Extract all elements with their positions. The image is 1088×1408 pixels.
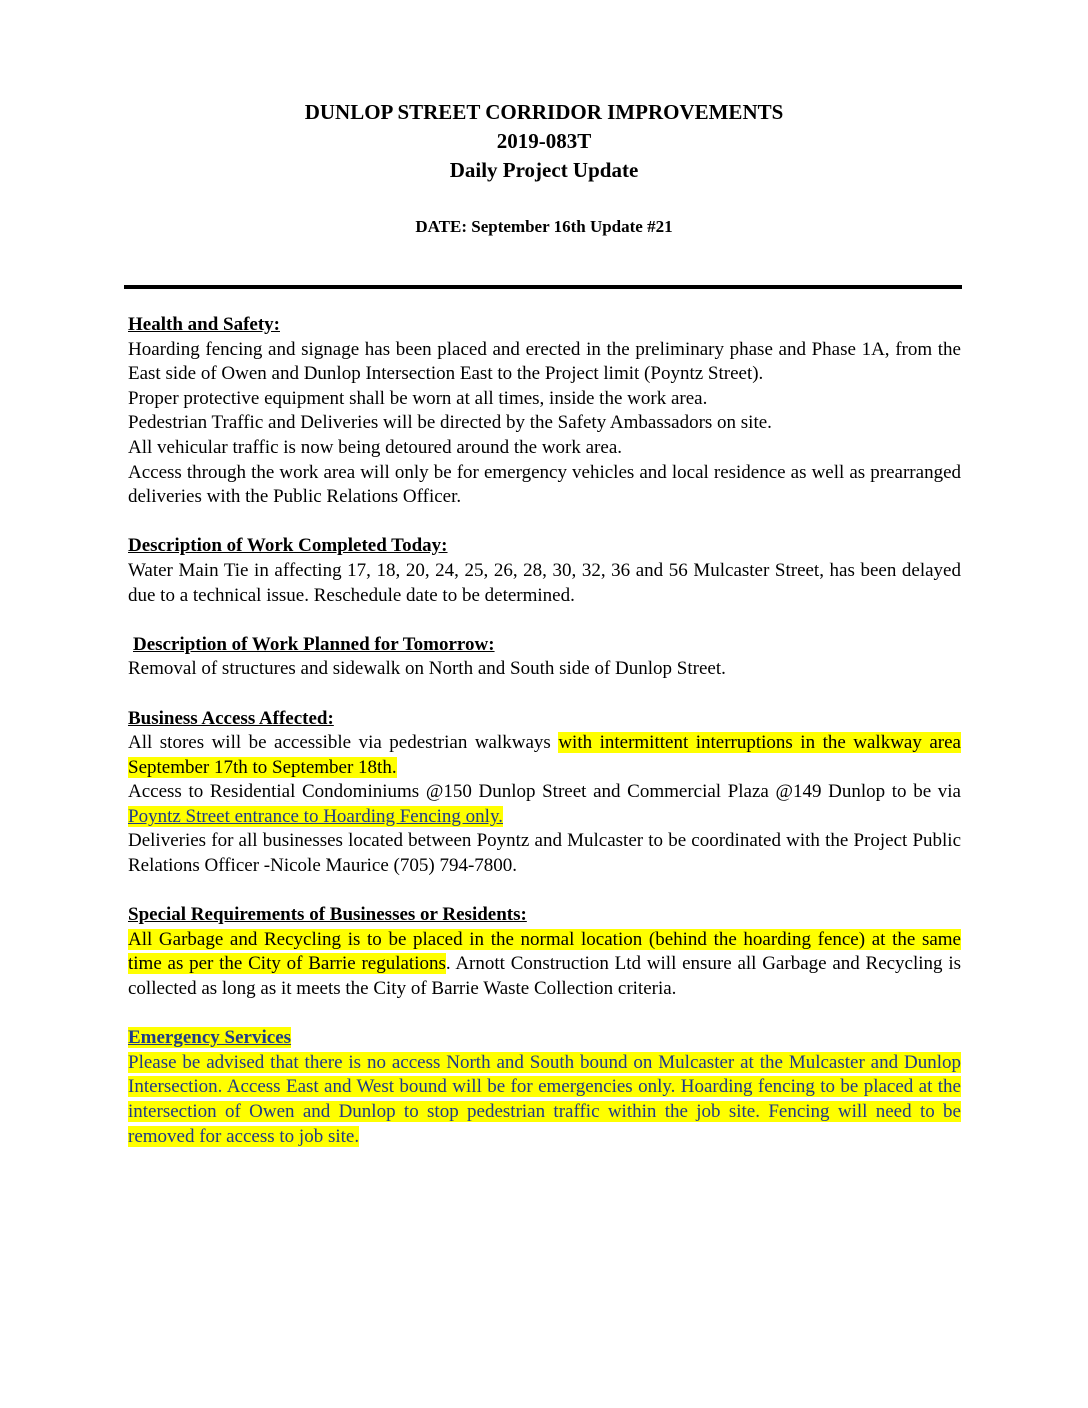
poyntz-entrance-highlight: Poyntz Street entrance to Hoarding Fencing only. [128,805,503,827]
document-header [0,98,1088,239]
header-divider [124,285,962,289]
special-requirements-heading: Special Requirements of Businesses or Residents: [128,904,527,926]
garbage-placement-highlight: All Garbage and Recycling is to be placed in the normal location (behind the hoarding fence) at the same time as per the City of Barrie regulations [128,928,961,975]
emergency-services-section [128,1026,961,1149]
date-line: DATE: September 16th Update #21 [415,217,673,236]
work-completed-heading: Description of Work Completed Today: [128,535,448,557]
condominium-access-text: Access to Residential Condominiums @150 Dunlop Street and Commercial Plaza @149 Dunlop to be via [128,781,961,803]
health-safety-line: All vehicular traffic is now being detoured around the work area. [128,436,622,458]
health-safety-line: Pedestrian Traffic and Deliveries will be directed by the Safety Ambassadors on site. [128,412,772,434]
special-requirements-paragraph [128,928,961,1002]
document-title: DUNLOP STREET CORRIDOR IMPROVEMENTS [304,100,784,124]
health-safety-section [128,313,961,510]
work-planned-section [128,633,961,682]
deliveries-paragraph: Deliveries for all businesses located between Poyntz and Mulcaster to be coordinated with the Project Public Relations Officer -Nicole Maurice (705) 794-7800. [128,830,961,877]
business-access-text: All stores will be accessible via pedestrian walkways [128,732,559,754]
emergency-services-text: Please be advised that there is no access North and South bound on Mulcaster at the Mulcaster and Dunlop Intersection. Access East and West bound will be for emergencies only. Hoarding fencing to be placed at the intersection of Owen and Dunlop to stop pedestrian traffic within the job site. Fencing will need to be removed for access to job site. [128,1051,961,1147]
health-safety-line: Access through the work area will only be for emergency vehicles and local residence as well as prearranged deliveries with the Public Relations Officer. [128,461,961,508]
work-planned-text: Removal of structures and sidewalk on North and South side of Dunlop Street. [128,658,726,680]
special-requirements-section [128,903,961,1001]
business-access-paragraph [128,731,961,780]
business-access-heading: Business Access Affected: [128,707,334,729]
project-number: 2019-083T [496,129,592,153]
health-safety-line: Hoarding fencing and signage has been placed and erected in the preliminary phase and Phase 1A, from the East side of Owen and Dunlop Intersection East to the Project limit (Poyntz Street). [128,338,961,385]
emergency-services-heading: Emergency Services [128,1027,292,1049]
garbage-collection-text: . Arnott Construction Ltd will ensure all Garbage and Recycling is collected as long as it meets the City of Barrie Waste Collection criteria. [128,953,961,1000]
work-completed-section [128,534,961,608]
document-body [128,313,961,1174]
health-safety-heading: Health and Safety: [128,314,280,335]
condominium-access-paragraph [128,780,961,829]
health-safety-line: Proper protective equipment shall be worn at all times, inside the work area. [128,387,708,409]
business-access-section [128,707,961,879]
walkway-interruption-highlight: with intermittent interruptions in the walkway area September 17th to September 18th. [128,732,961,778]
work-planned-heading: Description of Work Planned for Tomorrow: [133,633,495,655]
document-subtitle: Daily Project Update [449,158,639,182]
work-completed-text: Water Main Tie in affecting 17, 18, 20, 24, 25, 26, 28, 30, 32, 36 and 56 Mulcaster Street, has been delayed due to a technical issue. Reschedule date to be determined. [128,559,961,606]
